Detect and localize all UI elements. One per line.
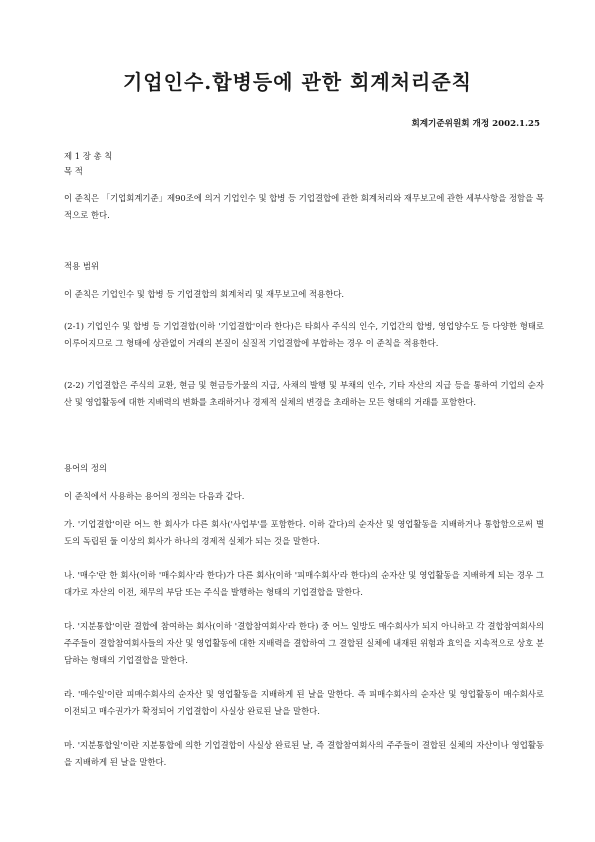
document-revision-line: 회계기준위원회 개정 2002.1.25 [411, 119, 540, 129]
paragraph-2-1: (2-1) 기업인수 및 합병 등 기업결합(이하 '기업결합'이라 한다)은 타회사 주식의 인수, 기업간의 합병, 영업양수도 등 다양한 형태로 이루어지므로 그 형태에 상관없이 거래의 본질이 실질적 기업결합에 부합하는 경우 이 준칙을 적용한다. [64, 321, 544, 348]
definition-ga: 가. '기업결합'이란 어느 한 회사가 다른 회사('사업부'를 포함한다. 이하 같다)의 순자산 및 영업활동을 지배하거나 통합함으로써 별도의 독립된 둘 이상의 회사가 하나의 경제적 실체가 되는 것을 말한다. [64, 519, 544, 546]
definition-ma: 마. '지분통합일'이란 지분통합에 의한 기업결합이 사실상 완료된 날, 즉 결합참여회사의 주주들이 결합된 실체의 자산이나 영업활동을 지배하게 된 날을 말한다. [64, 740, 544, 767]
paragraph-purpose: 이 준칙은 「기업회계기준」제90조에 의거 기업인수 및 합병 등 기업결합에 관한 회계처리와 재무보고에 관한 세부사항을 정함을 목적으로 한다. [64, 193, 544, 220]
section-heading-purpose: 목 적 [64, 166, 83, 176]
chapter-heading: 제 1 장 총 칙 [64, 151, 113, 161]
section-heading-scope: 적용 범위 [64, 261, 100, 271]
definition-ra: 라. '매수일'이란 피매수회사의 순자산 및 영업활동을 지배하게 된 날을 말한다. 즉 피매수회사의 순자산 및 영업활동이 매수회사로 이전되고 매수권가가 확정되어 기업결합이 사실상 완료된 날을 말한다. [64, 689, 544, 716]
paragraph-scope: 이 준칙은 기업인수 및 합병 등 기업결합의 회계처리 및 재무보고에 적용한다. [64, 289, 345, 299]
paragraph-terms-intro: 이 준칙에서 사용하는 용어의 정의는 다음과 같다. [64, 491, 245, 501]
paragraph-2-2: (2-2) 기업결합은 주식의 교환, 현금 및 현금등가물의 지급, 사채의 발행 및 부채의 인수, 기타 자산의 지급 등을 통하여 기업의 순자산 및 영업활동에 대한 지배력의 변화를 초래하거나 경제적 실체의 변경을 초래하는 모든 형태의 거래를 포함한다. [64, 380, 544, 407]
document-title: 기업인수.합병등에 관한 회계처리준칙 [122, 70, 472, 94]
definition-na: 나. '매수'란 한 회사(이하 '매수회사'라 한다)가 다른 회사(이하 '피매수회사'라 한다)의 순자산 및 영업활동을 지배하게 되는 경우 그 대가로 자산의 이전, 채무의 부담 또는 주식을 발행하는 형태의 기업결합을 말한다. [64, 570, 544, 597]
definition-da: 다. '지분통합'이란 결합에 참여하는 회사(이하 '결합참여회사'라 한다) 중 어느 일방도 매수회사가 되지 아니하고 각 결합참여회사의 주주들이 결합참여회사들의 자산 및 영업활동에 대한 지배력을 결합하여 그 결합된 실체에 내재된 위험과 효익을 지속적으로 상호 분담하는 형태의 기업결합을 말한다. [64, 621, 544, 665]
section-heading-terms: 용어의 정의 [64, 463, 108, 473]
